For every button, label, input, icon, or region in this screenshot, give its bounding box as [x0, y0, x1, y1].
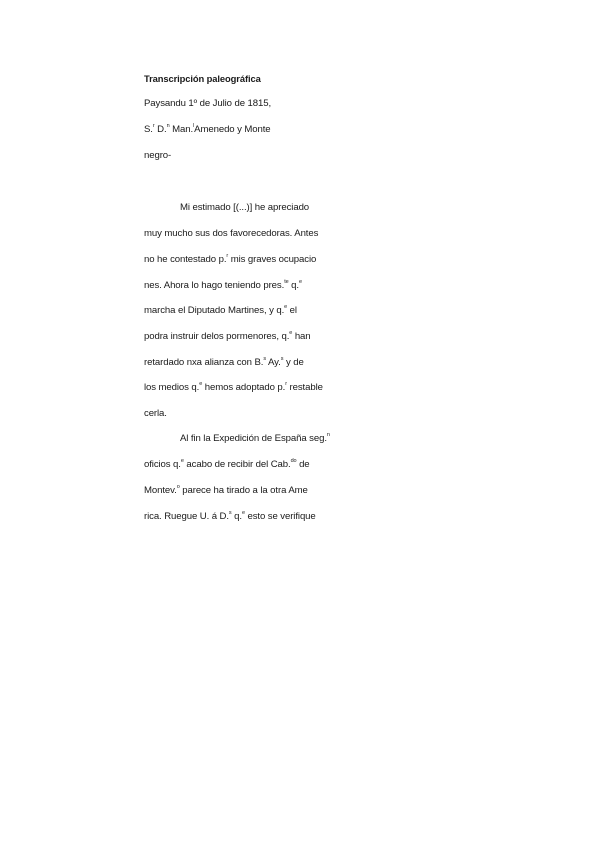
place-date-line: Paysandu 1º de Julio de 1815, — [144, 98, 272, 109]
body-line-8: los medios q.$^e$ hemos adoptado p.$^r$ restable — [144, 380, 323, 393]
body-line-11: oficios q.$^e$ acabo de recibir del Cab.$^{do}$ de — [144, 457, 310, 470]
body-line-1: Mi estimado [(...)] he apreciado — [180, 202, 310, 213]
body-line-7: retardado nxa alianza con B.$^s$ Ay.$^s$ y de — [144, 355, 304, 368]
body-line-10: Al fin la Expedición de España seg.$^n$ — [180, 431, 330, 444]
body-line-12: Montev.$^o$ parece ha tirado a la otra Ame — [144, 483, 308, 496]
document-title: Transcripción paleográfica — [144, 73, 261, 84]
body-line-13: rica. Ruegue U. á D.$^s$ q.$^e$ esto se verifique — [144, 509, 316, 522]
body-line-4: nes. Ahora lo hago teniendo pres.$^{te}$ q.$^e$ — [144, 278, 302, 291]
body-line-6: podra instruir delos pormenores, q.$^e$ han — [144, 329, 311, 342]
body-line-5: marcha el Diputado Martines, y q.$^e$ el — [144, 303, 297, 316]
body-line-3: no he contestado p.$^r$ mis graves ocupacio — [144, 252, 317, 265]
addressee-continuation-line: negro- — [144, 150, 172, 161]
body-line-9: cerla. — [144, 408, 167, 419]
addressee-line: S.$^r$ D.$^n$ Man.$^l$Amenedo y Monte — [144, 122, 271, 135]
body-line-2: muy mucho sus dos favorecedoras. Antes — [144, 228, 319, 239]
